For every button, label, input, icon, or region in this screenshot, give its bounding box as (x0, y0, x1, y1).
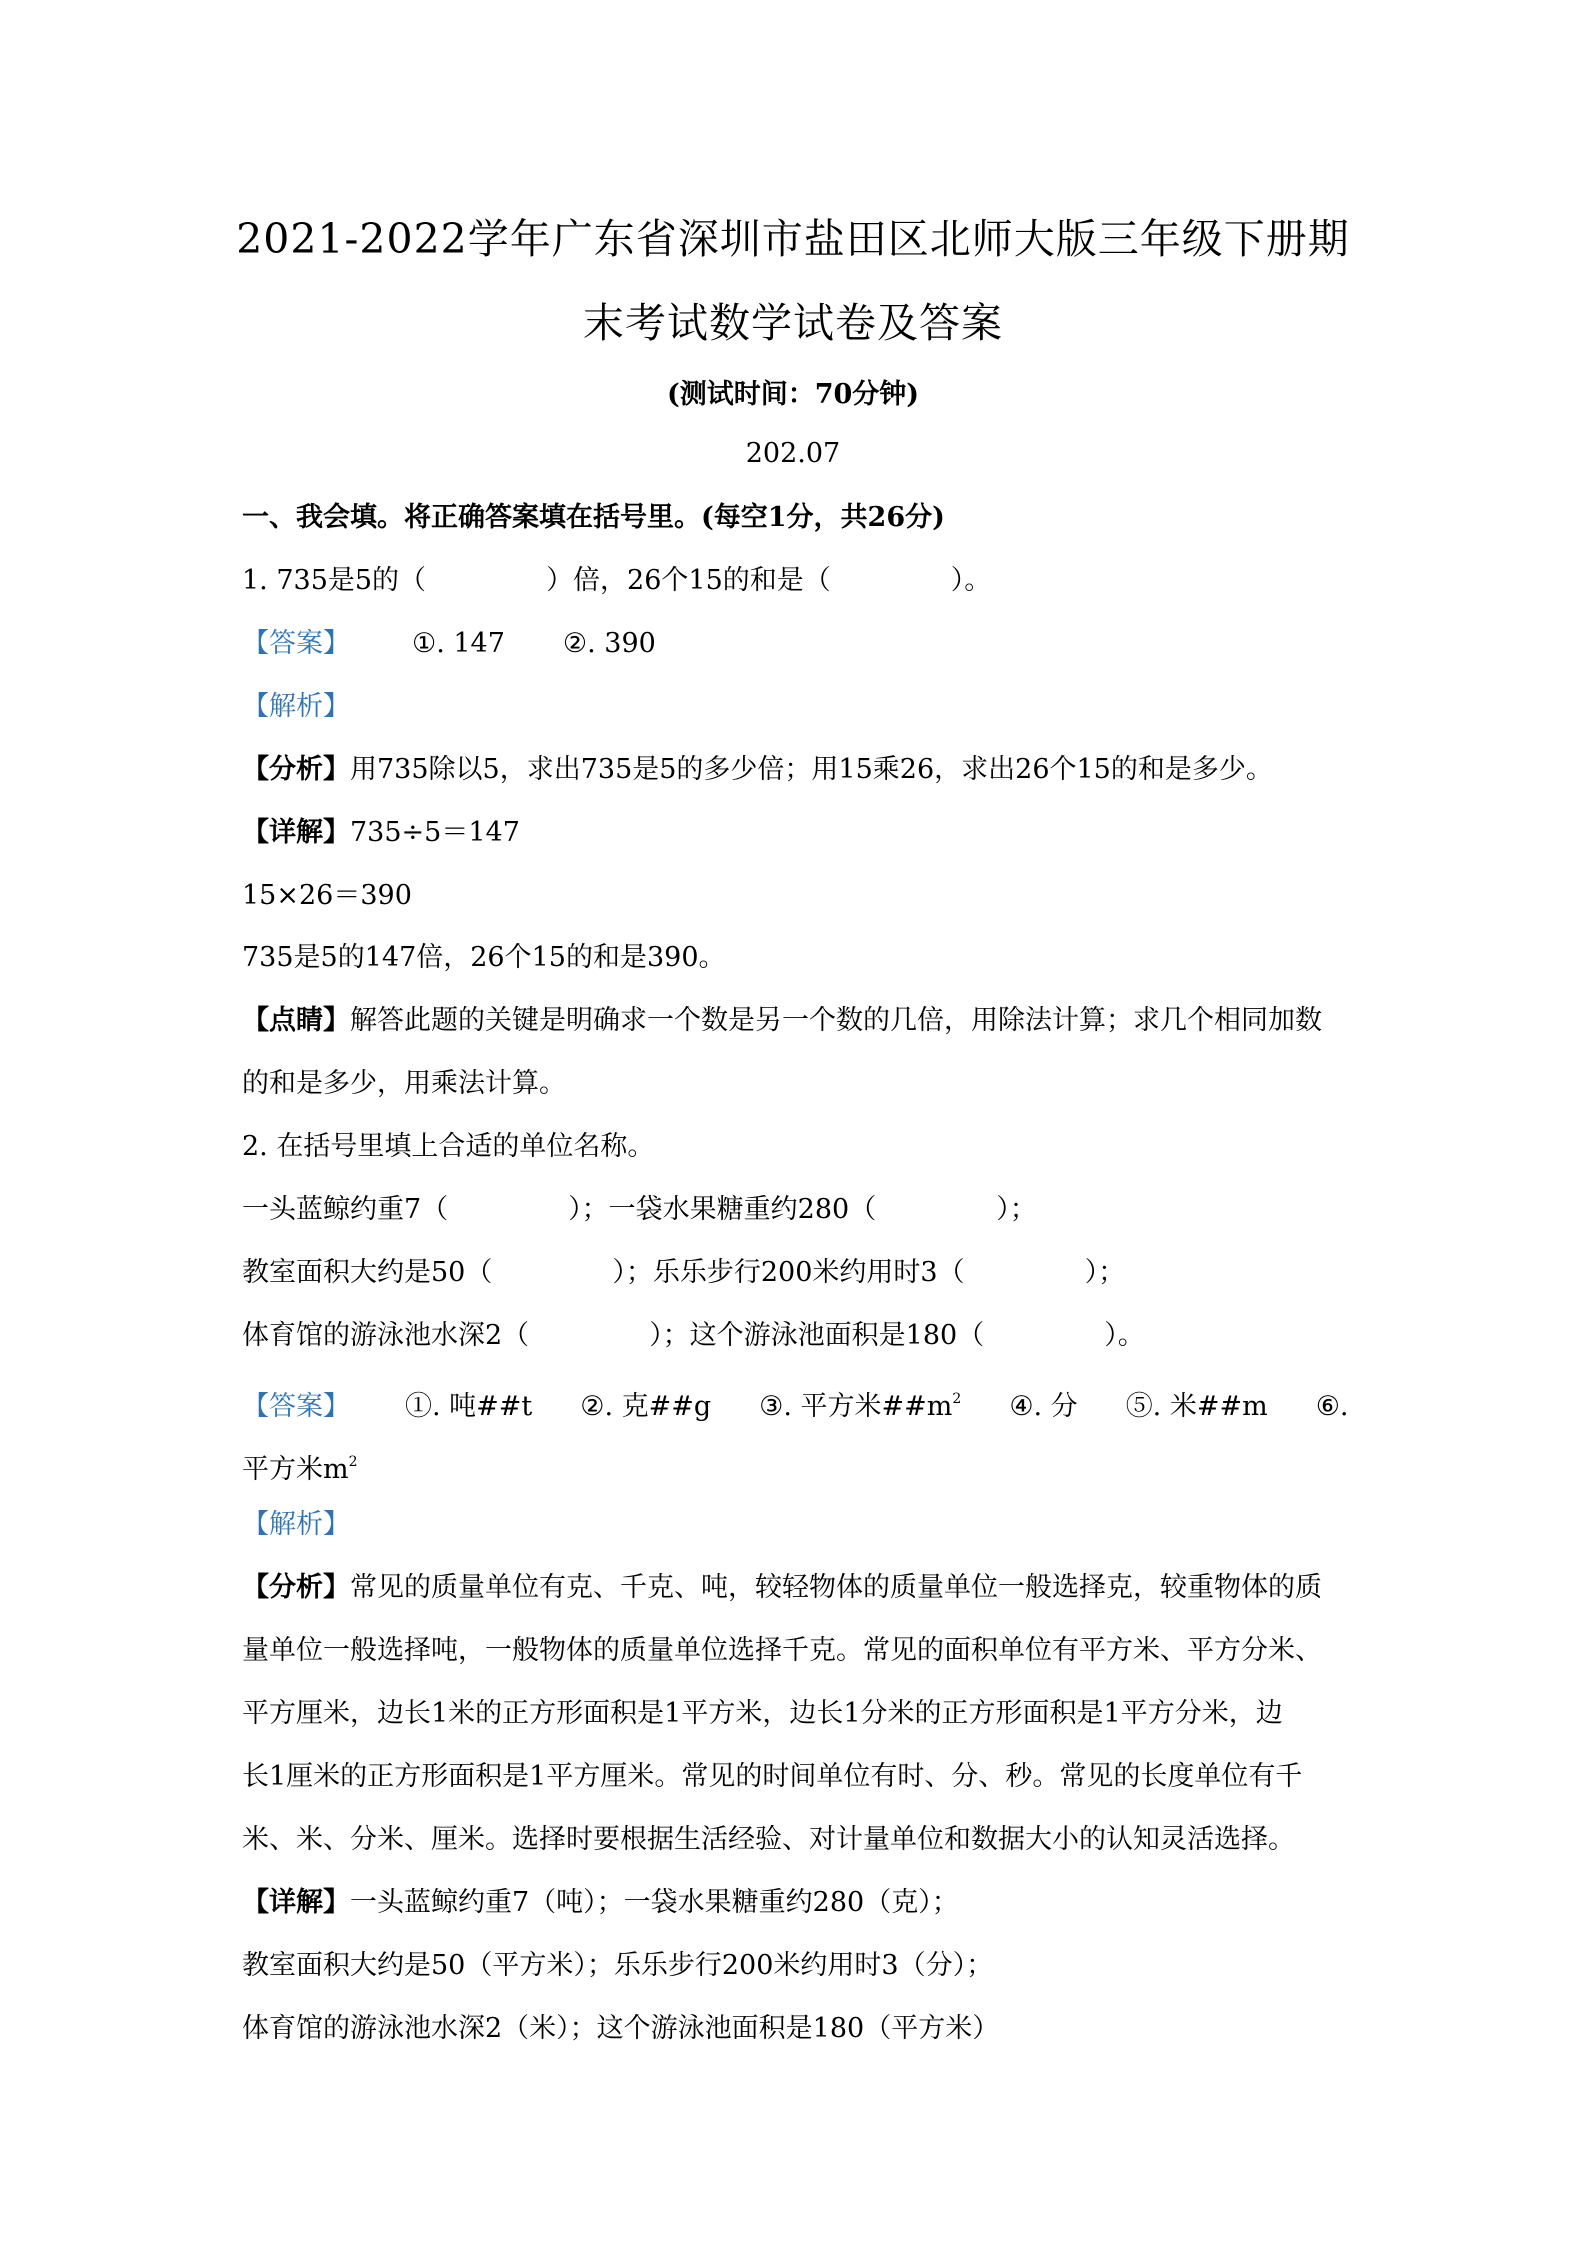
q2-ans-2: ②. 克##g (580, 1391, 712, 1422)
q2-fenxi-3: 平方厘米，边长1米的正方形面积是1平方米，边长1分米的正方形面积是1平方分米，边 (242, 1698, 1283, 1729)
q1-dianjing-1 (242, 1003, 1362, 1039)
q2-ans-6-sup: 2 (348, 1454, 358, 1470)
q1-dianjing-text-1: 解答此题的关键是明确求一个数是另一个数的几倍，用除法计算；求几个相同加数 (350, 1005, 1322, 1036)
doc-subtitle: (测试时间：70分钟) (666, 379, 920, 410)
q2-row-2 (242, 1255, 1362, 1291)
q2-ans-3-sup: 2 (952, 1391, 962, 1407)
q2-row2-a: 教室面积大约是50（ (242, 1257, 493, 1288)
q2-row2-c: ）； (1084, 1257, 1126, 1288)
q2-row2-b: ）；乐乐步行200米约用时3（ (612, 1257, 965, 1288)
q2-ans-4: ④. 分 (1009, 1391, 1078, 1422)
answer-tag: 【答案】 (242, 1391, 350, 1422)
doc-date: 202.07 (745, 438, 841, 469)
q2-row3-a: 体育馆的游泳池水深2（ (242, 1320, 530, 1351)
q1-xiangjie-3: 735是5的147倍，26个15的和是390。 (242, 942, 726, 973)
q2-jiexi-tag: 【解析】 (242, 1509, 350, 1540)
q2-row1-c: ）； (996, 1194, 1037, 1225)
dianjing-tag: 【点睛】 (242, 1005, 350, 1036)
q1-answer-2: ②. 390 (562, 628, 656, 659)
doc-title-line1: 2021-2022学年广东省深圳市盐田区北师大版三年级下册期 (236, 215, 1350, 263)
q2-ans-3: ③. 平方米##m (759, 1391, 953, 1422)
q2-xiangjie-3: 体育馆的游泳池水深2（米）；这个游泳池面积是180（平方米） (242, 2013, 1000, 2044)
q1-jiexi-tag: 【解析】 (242, 691, 350, 722)
q1-fenxi (242, 752, 1362, 788)
doc-title-line2: 末考试数学试卷及答案 (583, 299, 1003, 347)
section-heading: 一、我会填。将正确答案填在括号里。(每空1分，共26分) (242, 502, 945, 533)
q1-xiangjie-2: 15×26＝390 (242, 880, 412, 911)
q2-row1-b: ）；一袋水果糖重约280（ (568, 1194, 877, 1225)
q2-xiangjie-2: 教室面积大约是50（平方米）；乐乐步行200米约用时3（分）； (242, 1950, 994, 1981)
q1-fenxi-text: 用735除以5，求出735是5的多少倍；用15乘26，求出26个15的和是多少。 (350, 754, 1273, 785)
q1-answer (242, 626, 1362, 662)
q2-fenxi-2: 量单位一般选择吨，一般物体的质量单位选择千克。常见的面积单位有平方米、平方分米、 (242, 1635, 1322, 1666)
q2-xiangjie-text-1: 一头蓝鲸约重7（吨）；一袋水果糖重约280（克）； (350, 1887, 959, 1918)
fenxi-tag: 【分析】 (242, 754, 350, 785)
q2-fenxi-4: 长1厘米的正方形面积是1平方厘米。常见的时间单位有时、分、秒。常见的长度单位有千 (242, 1761, 1303, 1792)
q2-row1-a: 一头蓝鲸约重7（ (242, 1194, 449, 1225)
q2-fenxi-5: 米、米、分米、厘米。选择时要根据生活经验、对计量单位和数据大小的认知灵活选择。 (242, 1824, 1295, 1855)
q2-row-3 (242, 1318, 1362, 1354)
answer-tag: 【答案】 (242, 628, 350, 659)
q1-stem (242, 563, 1362, 599)
q1-stem-part-c: ）。 (950, 565, 992, 596)
q2-stem: 2. 在括号里填上合适的单位名称。 (242, 1131, 655, 1162)
q2-row3-c: ）。 (1104, 1320, 1145, 1351)
q2-row-1 (242, 1192, 1362, 1228)
q1-answer-1: ①. 147 (412, 628, 505, 659)
q2-ans-6-cont: 平方米m (242, 1454, 349, 1485)
q2-answer (242, 1381, 1362, 1425)
q2-ans-1: ①. 吨##t (405, 1391, 533, 1422)
q1-xiangjie-1 (242, 815, 1362, 851)
q2-xiangjie-1 (242, 1885, 1362, 1921)
q2-fenxi-text-1: 常见的质量单位有克、千克、吨，较轻物体的质量单位一般选择克，较重物体的质 (350, 1572, 1322, 1603)
q1-dianjing-2: 的和是多少，用乘法计算。 (242, 1068, 566, 1099)
q2-answer-cont (242, 1444, 1362, 1488)
xiangjie-tag: 【详解】 (242, 817, 350, 848)
q2-row3-b: ）；这个游泳池面积是180（ (649, 1320, 985, 1351)
q1-xiangjie-text-1: 735÷5＝147 (350, 817, 520, 848)
q2-fenxi-1 (242, 1570, 1362, 1606)
q1-stem-part-b: ）倍，26个15的和是（ (546, 565, 831, 596)
xiangjie-tag: 【详解】 (242, 1887, 350, 1918)
fenxi-tag: 【分析】 (242, 1572, 350, 1603)
q2-ans-5: ⑤. 米##m (1125, 1391, 1268, 1422)
q1-stem-part-a: 1. 735是5的（ (242, 565, 427, 596)
q2-ans-6: ⑥. (1315, 1391, 1349, 1422)
